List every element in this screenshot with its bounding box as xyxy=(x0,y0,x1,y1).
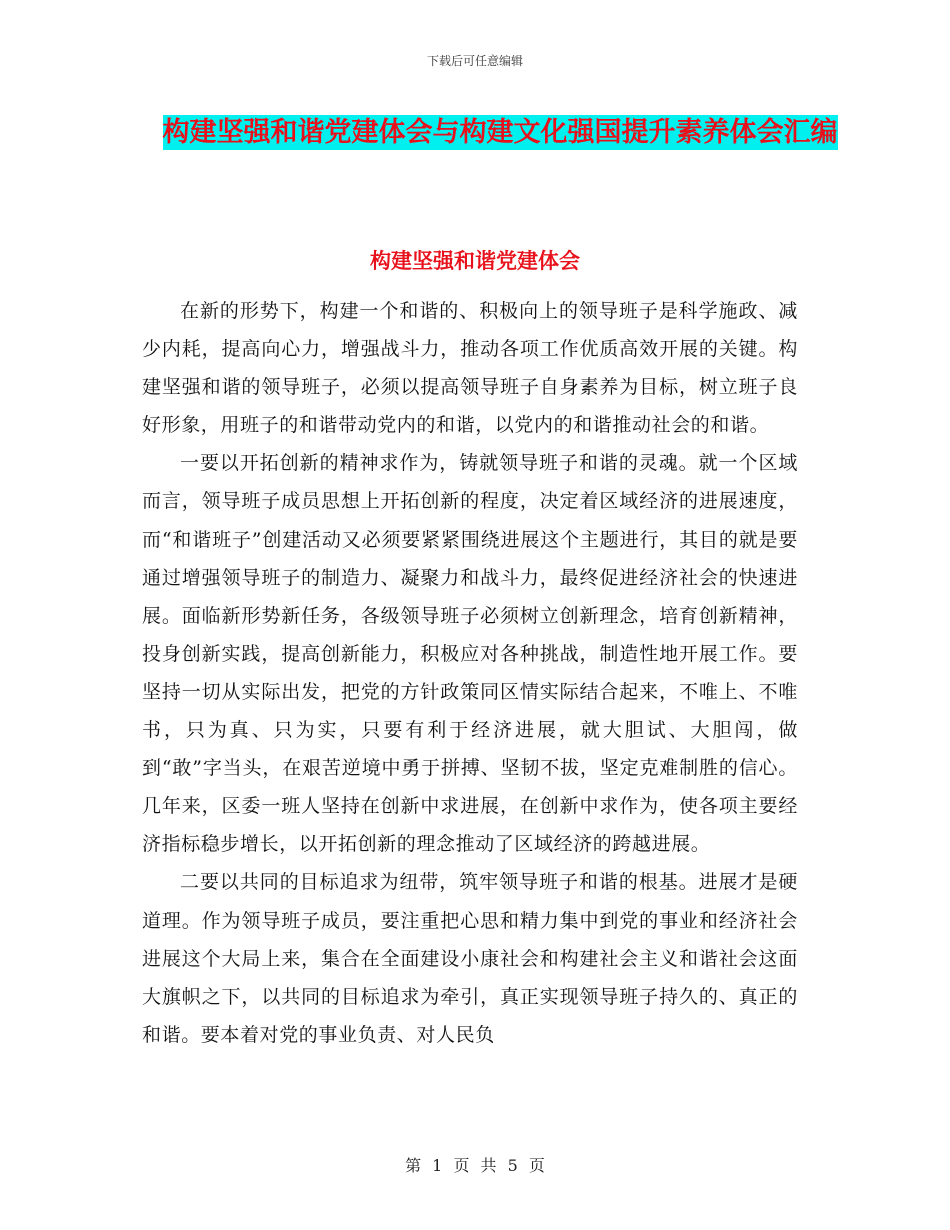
paragraph-3: 二要以共同的目标追求为纽带，筑牢领导班子和谐的根基。进展才是硬道理。作为领导班子成员，要注重把心思和精力集中到党的事业和经济社会进展这个大局上来，集合在全面建设小康社会和构建社会主义和谐社会这面大旗帜之下，以共同的目标追求为牵引，真正实现领导班子持久的、真正的和谐。要本着对党的事业负责、对人民负 xyxy=(142,871,798,1046)
document-body xyxy=(142,292,798,1054)
document-title xyxy=(140,108,860,158)
paragraph-2: 一要以开拓创新的精神求作为，铸就领导班子和谐的灵魂。就一个区域而言，领导班子成员思想上开拓创新的程度，决定着区域经济的进展速度，而“和谐班子”创建活动又必须要紧紧围绕进展这个主题进行，其目的就是要通过增强领导班子的制造力、凝聚力和战斗力，最终促进经济社会的快速进展。面临新形势新任务，各级领导班子必须树立创新理念，培育创新精神，投身创新实践，提高创新能力，积极应对各种挑战，制造性地开展工作。要坚持一切从实际出发，把党的方针政策同区情实际结合起来，不唯上、不唯书，只为真、只为实，只要有利于经济进展，就大胆试、大胆闯，做到“敢”字当头，在艰苦逆境中勇于拼搏、坚韧不拔，坚定克难制胜的信心。几年来，区委一班人坚持在创新中求进展，在创新中求作为，使各项主要经济指标稳步增长，以开拓创新的理念推动了区域经济的跨越进展。 xyxy=(142,452,798,856)
page-footer: 第 1 页 共 5 页 xyxy=(405,1156,545,1175)
header-note: 下载后可任意编辑 xyxy=(426,54,523,68)
paragraph-1: 在新的形势下，构建一个和谐的、积极向上的领导班子是科学施政、减少内耗，提高向心力，增强战斗力，推动各项工作优质高效开展的关键。构建坚强和谐的领导班子，必须以提高领导班子自身素养为目标，树立班子良好形象，用班子的和谐带动党内的和谐，以党内的和谐推动社会的和谐。 xyxy=(142,300,798,437)
section-title: 构建坚强和谐党建体会 xyxy=(370,249,580,273)
document-title-text: 构建坚强和谐党建体会与构建文化强国提升素养体会汇编 xyxy=(162,117,838,148)
